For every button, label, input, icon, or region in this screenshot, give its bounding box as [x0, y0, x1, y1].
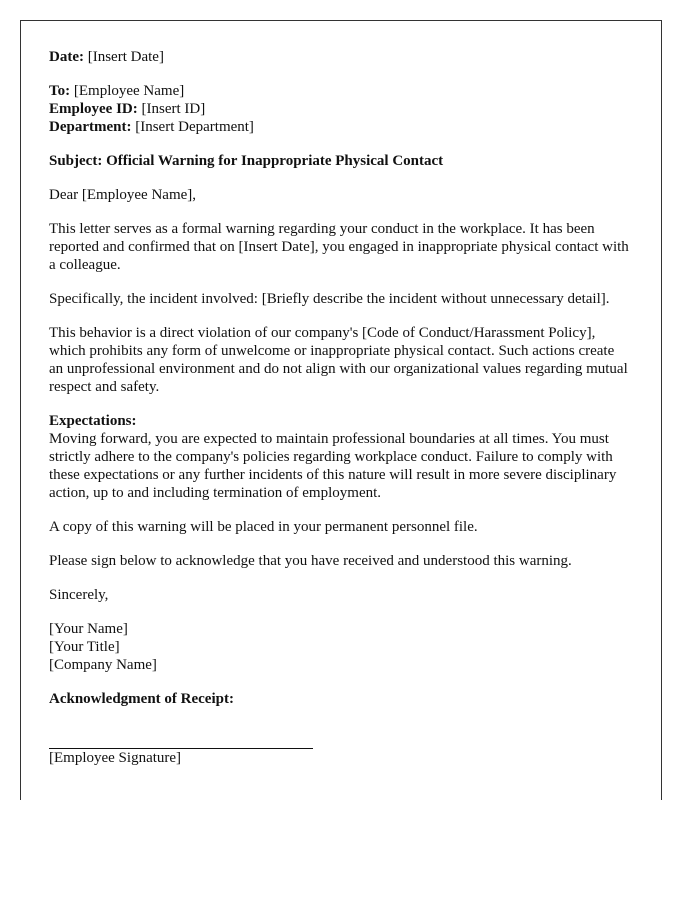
subject-line: Subject: Official Warning for Inappropriate Physical Contact: [49, 153, 444, 169]
paragraph: This letter serves as a formal warning regarding your conduct in the workplace. It has been reported and confirmed that on [Insert Date], you engaged in inappropriate physical contact with a colleague.: [49, 221, 629, 273]
salutation: Dear [Employee Name],: [49, 187, 197, 203]
expectations-section: Expectations: Moving forward, you are expected to maintain professional boundaries at all times. You must strictly adhere to the company's policies regarding workplace conduct. Failure to comply with these expectations or any further incidents of this nature will result in more severe disciplinary action, up to and including termination of employment.: [49, 413, 617, 501]
letter-page: [20, 20, 662, 800]
signature-label: [Employee Signature]: [49, 750, 182, 766]
sender-block: [Your Name] [Your Title] [Company Name]: [49, 621, 157, 673]
copy-note: A copy of this warning will be placed in your permanent personnel file.: [49, 519, 478, 535]
paragraph: Specifically, the incident involved: [Briefly describe the incident without unnecessary detail].: [49, 291, 610, 307]
paragraph: This behavior is a direct violation of our company's [Code of Conduct/Harassment Policy], which prohibits any form of unwelcome or inappropriate physical contact. Such actions create an unprofessional environment and do not align with our organizational values regarding mutual respect and safety.: [49, 325, 628, 395]
date-line: Date: [Insert Date]: [49, 49, 164, 65]
sign-request: Please sign below to acknowledge that you have received and understood this warning.: [49, 553, 572, 569]
closing: Sincerely,: [49, 587, 109, 603]
recipient-block: To: [Employee Name] Employee ID: [Insert ID] Department: [Insert Department]: [49, 83, 254, 135]
acknowledgment-heading: Acknowledgment of Receipt:: [49, 691, 234, 707]
